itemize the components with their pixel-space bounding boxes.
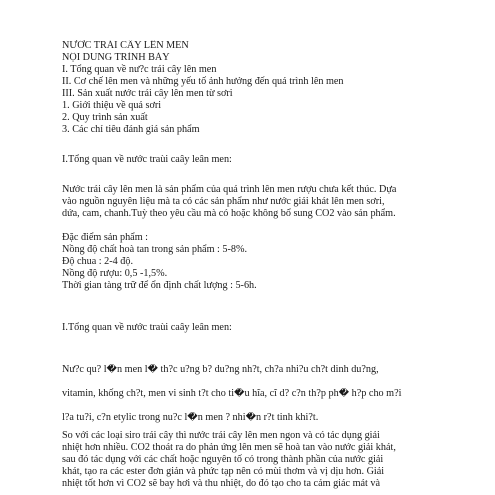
garbled-paragraph	[62, 364, 474, 424]
outline-item: II. Cơ chế lên men và những yếu tố ảnh hưởng đến quá trình lên men	[62, 76, 344, 87]
outline-item: 3. Các chỉ tiêu đánh giá sản phẩm	[62, 124, 200, 135]
paragraph-line: dứa, cam, chanh.Tuỳ theo yêu cầu mà có hoặc không bổ sung CO2 vào sản phẩm.	[62, 208, 396, 219]
paragraph-line: nhiệt hơn nhiều. CO2 thoát ra do phản ứng lên men sẽ hoà tan vào nước giải khát,	[62, 442, 396, 453]
outline-item: 1. Giới thiệu về quả sơri	[62, 100, 162, 111]
features-title: Đặc điểm sản phẩm :	[62, 232, 149, 243]
feature-item: Thời gian tàng trữ để ổn định chất lượng : 5-6h.	[62, 280, 257, 291]
paragraph-line: vào nguồn nguyên liệu mà ta có các sản phẩm như nước giải khát lên men sơri,	[62, 196, 385, 207]
paragraph-line: l?a tu?i, c?n etylic trong nu?c l�n men ? nhi�n r?t tinh khi?t.	[62, 412, 319, 423]
comparison-paragraph	[62, 430, 474, 490]
features-list	[62, 244, 474, 292]
feature-item: Nồng độ chất hoà tan trong sản phẩm : 5-8%.	[62, 244, 248, 255]
document-title: NƯỚC TRÁI CÂY LÊN MEN	[62, 40, 189, 51]
outline-item: I. Tổng quan về nư?c trái cây lên men	[62, 64, 217, 75]
paragraph-line: vitamin, khống ch?t, men vi sinh t?t cho ti�u hĩa, cĩ d? c?n th?p ph� h?p cho m?i	[62, 388, 402, 399]
section-heading: I.Tổng quan về nước traùi caây leân men:	[62, 322, 232, 333]
paragraph-line: nhiệt tốt hơn vì CO2 sẽ bay hơi và thu nhiệt, do đó tạo cho ta cảm giác mát và	[62, 478, 381, 489]
outline-item: 2. Quy trình sản xuất	[62, 112, 148, 123]
feature-item: Nồng độ rượu: 0,5 -1,5%.	[62, 268, 168, 279]
paragraph-line: khát, tạo ra các ester đơn giản và phức tạp nên có mùi thơm và vị dịu hơn. Giải	[62, 466, 385, 477]
paragraph-line: Nư?c qu? l�n men l� th?c u?ng b? du?ng nh?t, ch?a nhi?u ch?t dinh du?ng,	[62, 364, 379, 375]
feature-item: Độ chua : 2-4 độ.	[62, 256, 134, 267]
section-heading: I.Tổng quan về nước traùi caây leân men:	[62, 154, 232, 165]
document-page	[62, 40, 474, 490]
paragraph-line: Nước trái cây lên men là sản phẩm của quá trình lên men rượu chưa kết thúc. Dựa	[62, 184, 397, 195]
intro-paragraph	[62, 184, 474, 220]
outline-item: III. Sản xuất nước trái cây lên men từ sơri	[62, 88, 233, 99]
outline-list	[62, 64, 474, 136]
contents-title: NỘI DUNG TRÌNH BÀY	[62, 52, 170, 63]
paragraph-line: So với các loại siro trái cây thì nước trái cây lên men ngon và có tác dụng giải	[62, 430, 380, 441]
paragraph-line: sau đó tác dụng với các chất hoặc nguyên tố có trong thành phần của nước giải	[62, 454, 384, 465]
